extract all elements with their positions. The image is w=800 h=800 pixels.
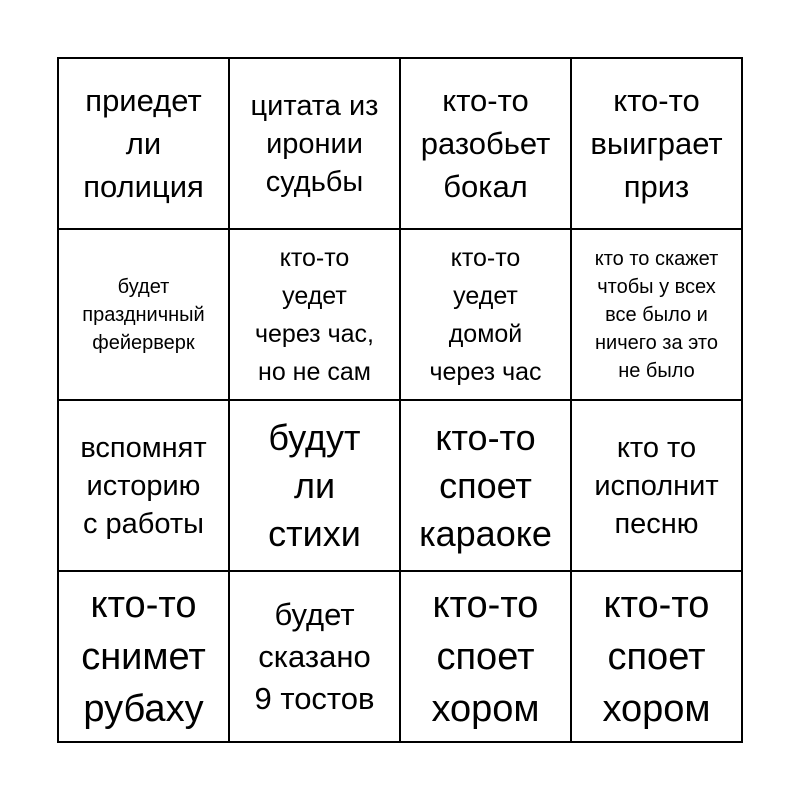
bingo-cell-r2c4[interactable] xyxy=(572,230,743,401)
bingo-cell-text: приедет ли полиция xyxy=(83,83,204,204)
bingo-cell-r3c3[interactable] xyxy=(401,401,572,572)
bingo-cell-r3c2[interactable] xyxy=(230,401,401,572)
bingo-cell-r1c3[interactable] xyxy=(401,59,572,230)
bingo-cell-r4c2[interactable] xyxy=(230,572,401,743)
bingo-cell-r1c2[interactable] xyxy=(230,59,401,230)
bingo-cell-text: кто-то споет хором xyxy=(602,583,711,730)
bingo-cell-text: будут ли стихи xyxy=(268,416,361,554)
bingo-cell-text: кто то исполнит песню xyxy=(594,431,719,540)
bingo-cell-text: вспомнят историю с работы xyxy=(80,431,207,540)
bingo-cell-text: кто-то снимет рубаху xyxy=(81,583,206,730)
bingo-cell-text: будет сказано 9 тостов xyxy=(254,596,375,716)
bingo-cell-r1c1[interactable] xyxy=(59,59,230,230)
bingo-cell-r2c2[interactable] xyxy=(230,230,401,401)
bingo-cell-r1c4[interactable] xyxy=(572,59,743,230)
bingo-cell-r4c1[interactable] xyxy=(59,572,230,743)
bingo-cell-text: кто-то разобьет бокал xyxy=(420,83,551,204)
bingo-cell-r3c4[interactable] xyxy=(572,401,743,572)
bingo-cell-r4c3[interactable] xyxy=(401,572,572,743)
bingo-cell-text: кто-то споет хором xyxy=(431,583,540,730)
bingo-board xyxy=(57,57,743,743)
bingo-cell-text: будет праздничный фейерверк xyxy=(82,275,205,354)
bingo-cell-text: кто-то уедет через час, но не сам xyxy=(255,243,374,386)
bingo-cell-r2c3[interactable] xyxy=(401,230,572,401)
bingo-cell-text: цитата из иронии судьбы xyxy=(250,89,379,198)
bingo-cell-text: кто то скажет чтобы у всех все было и ничего за это не было xyxy=(594,247,719,382)
bingo-cell-r4c4[interactable] xyxy=(572,572,743,743)
bingo-cell-text: кто-то выиграет приз xyxy=(590,83,723,204)
bingo-cell-r3c1[interactable] xyxy=(59,401,230,572)
bingo-cell-r2c1[interactable] xyxy=(59,230,230,401)
bingo-cell-text: кто-то споет караоке xyxy=(419,416,552,554)
bingo-cell-text: кто-то уедет домой через час xyxy=(429,243,542,386)
